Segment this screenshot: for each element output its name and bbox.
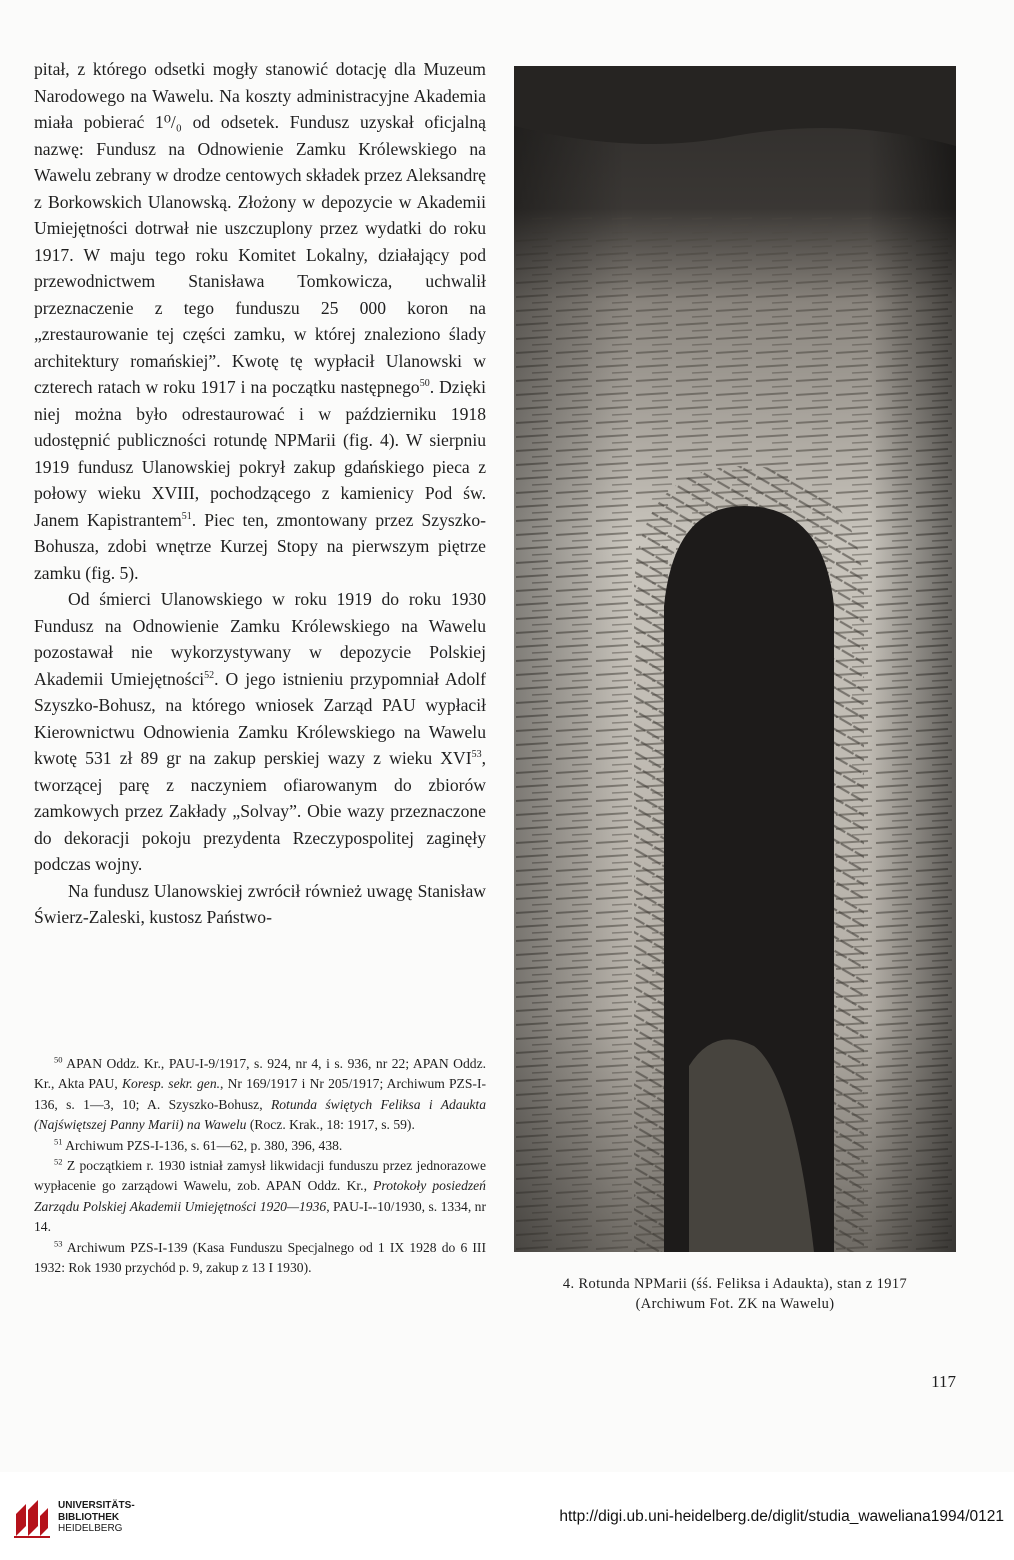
source-url-link[interactable]: http://digi.ub.uni-heidelberg.de/diglit/studia_waweliana1994/0121 [559,1508,1004,1525]
rotunda-wall-illustration [514,66,956,1252]
footnote-ref-52[interactable]: 52 [204,669,215,681]
footnote-ref-53[interactable]: 53 [471,749,482,761]
footnote-52: $^{52}$ Z początkiem r. 1930 istniał zamysł likwidacji funduszu przez jednorazowe wypłacenie go zarządowi Wawelu, zob. APAN Oddz. Kr., Protokoły posiedzeń Zarządu Polskiej Akademii Umiejętności 1920—1936, PAU-I--10/1930, s. 1334, nr 14. [34,1156,486,1235]
footnote-ref-51[interactable]: 51 [181,510,192,522]
footnote-50: $^{50}$ APAN Oddz. Kr., PAU-I-9/1917, s. 924, nr 4, i s. 936, nr 22; APAN Oddz. Kr., Akta PAU, Koresp. sekr. gen., Nr 169/1917 i Nr 205/1917; Archiwum PZS-I-136, s. 1—3, 10; A. Szyszko-Bohusz, Rotunda świętych Feliksa i Adaukta (Najświętszej Panny Marii) na Wawelu (Rocz. Krak., 18: 1917, s. 59). [34,1054,487,1133]
paragraph-2: Od śmierci Ulanowskiego w roku 1919 do roku 1930 Fundusz na Odnowienie Zamku Królewskiego na Wawelu pozostawał nie wykorzystywany w depozycie Polskiej Akademii Umiejętności$^{52}$. O jego istnieniu przypomniał Adolf Szyszko-Bohusz, na którego wniosek Zarząd PAU wypłacił Kierownictwu Odnowienia Zamku Królewskiego na Wawelu kwotę 531 zł 89 gr na zakup perskiej wazy z wieku XVI$^{53}$, tworzącej parę z naczyniem ofiarowanym do zbiorów zamkowych przez Zakłady „Solvay”. Obie wazy przeznaczone do dekoracji pokoju prezydenta Rzeczypospolitej zaginęły podczas wojny. [34,589,487,874]
body-text-column [34,56,486,931]
university-library-logo-icon[interactable] [12,1496,52,1540]
paragraph-1: pitał, z którego odsetki mogły stanowić dotację dla Muzeum Narodowego na Wawelu. Na koszty administracyjne Akademia miała pobierać 1⁰/₀ od odsetek. Fundusz uzyskał oficjalną nazwę: Fundusz na Odnowienie Zamku Królewskiego na Wawelu zebrany w drodze centowych składek przez Aleksandrę z Borkowskich Ulanowską. Złożony w depozycie w Akademii Umiejętności dotrwał nie uszczuplony przez wydatki do roku 1917. W maju tego roku Komitet Lokalny, działający pod przewodnictwem Stanisława Tomkowicza, uchwalił przeznaczenie z tego funduszu 25 000 koron na „zrestaurowanie tej części zamku, w której znaleziono ślady architektury romańskiej”. Kwotę tę wypłacił Ulanowski w czterech ratach w roku 1917 i na początku następnego$^{50}$. Dzięki niej można było odrestaurować i w październiku 1918 udostępnić publiczności rotundę NPMarii (fig. 4). W sierpniu 1919 fundusz Ulanowskiej pokrył zakup gdańskiego pieca z połowy wieku XVIII, pochodzącego z kamienicy Pod św. Janem Kapistrantem$^{51}$. Piec ten, zmontowany przez Szyszko-Bohusza, zdobi wnętrze Kurzej Stopy na pierwszym piętrze zamku (fig. 5). [34,59,486,583]
caption-line-2: (Archiwum Fot. ZK na Wawelu) [635,1296,835,1312]
figure-photo-rotunda [514,66,956,1252]
footnote-51: $^{51}$ Archiwum PZS-I-136, s. 61—62, p. 380, 396, 438. [54,1136,343,1153]
footnotes [34,1054,486,1278]
figure-caption [500,1274,970,1314]
page-number: 117 [931,1372,956,1391]
digital-library-footer [0,1472,1014,1560]
paragraph-3: Na fundusz Ulanowskiej zwrócił również uwagę Stanisław Świerz-Zaleski, kustosz Państwo- [34,880,486,927]
library-name: UNIVERSITÄTS- BIBLIOTHEK HEIDELBERG [58,1500,135,1534]
footnote-53: $^{53}$ Archiwum PZS-I-139 (Kasa Funduszu Specjalnego od 1 IX 1928 do 6 III 1932: Rok 1930 przychód p. 9, zakup z 13 I 1930). [34,1238,486,1276]
caption-line-1: 4. Rotunda NPMarii (śś. Feliksa i Adaukta), stan z 1917 [562,1276,908,1292]
footnote-ref-50[interactable]: 50 [419,378,430,390]
